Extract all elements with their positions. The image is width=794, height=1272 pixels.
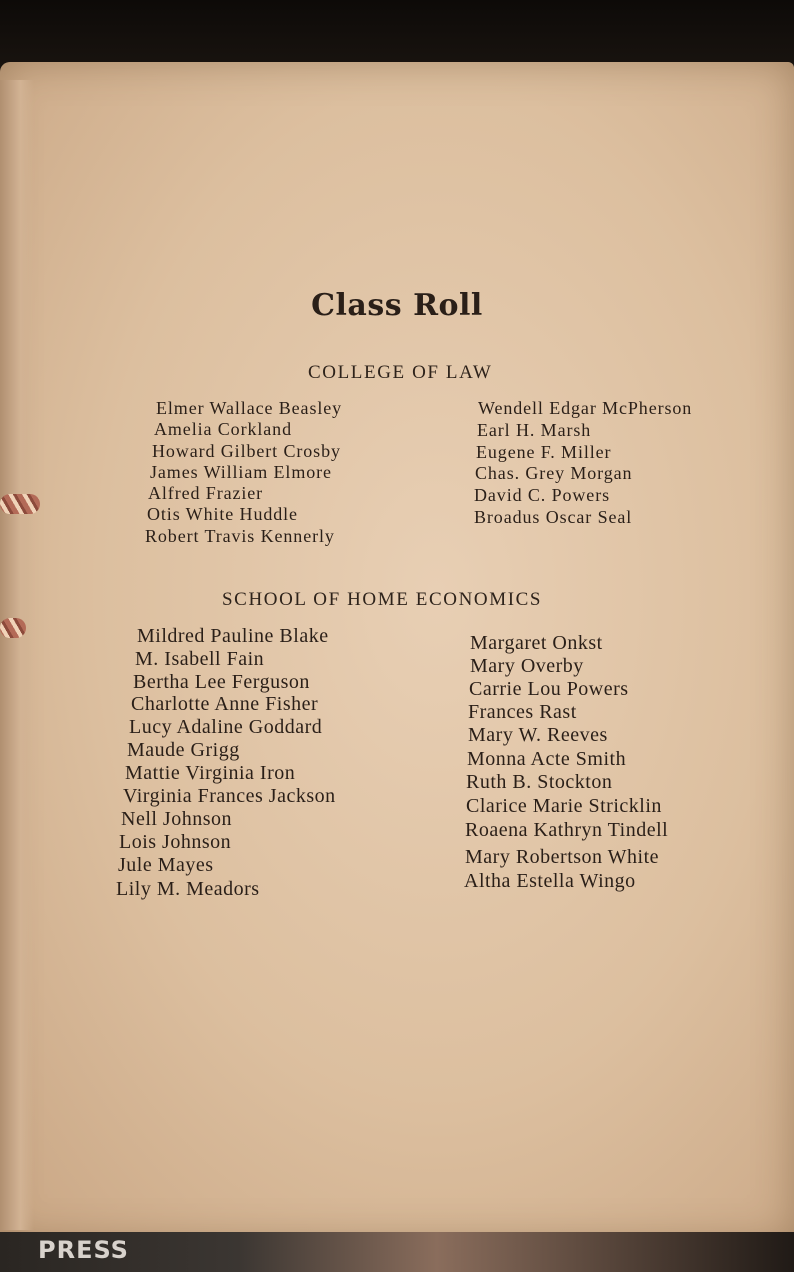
- page-edge: [0, 80, 34, 1230]
- list-item: Mary Overby: [470, 655, 584, 677]
- bottom-strip-label: PRESS: [38, 1236, 129, 1264]
- list-item: Altha Estella Wingo: [464, 870, 636, 892]
- list-item: Clarice Marie Stricklin: [466, 795, 662, 817]
- list-item: M. Isabell Fain: [135, 648, 265, 670]
- list-item: Lois Johnson: [119, 831, 232, 853]
- page-title: Class Roll: [311, 288, 483, 323]
- list-item: Maude Grigg: [127, 739, 240, 761]
- binding-cord-icon: [0, 494, 40, 514]
- list-item: Jule Mayes: [118, 854, 214, 876]
- list-item: Mary Robertson White: [465, 846, 660, 868]
- list-item: Chas. Grey Morgan: [475, 463, 633, 483]
- list-item: Margaret Onkst: [470, 632, 603, 654]
- list-item: Nell Johnson: [121, 808, 232, 830]
- list-item: Amelia Corkland: [154, 419, 292, 439]
- binding-cord-icon: [0, 618, 26, 638]
- list-item: Virginia Frances Jackson: [123, 785, 336, 807]
- list-item: Otis White Huddle: [147, 504, 298, 524]
- list-item: Monna Acte Smith: [467, 748, 627, 770]
- page: [0, 62, 794, 1242]
- list-item: Bertha Lee Ferguson: [133, 671, 310, 693]
- list-item: Mildred Pauline Blake: [137, 625, 329, 647]
- list-item: Mary W. Reeves: [468, 724, 608, 746]
- list-item: Eugene F. Miller: [476, 442, 612, 462]
- list-item: Lucy Adaline Goddard: [129, 716, 323, 738]
- list-item: Howard Gilbert Crosby: [152, 441, 341, 461]
- list-item: Charlotte Anne Fisher: [131, 693, 319, 715]
- list-item: David C. Powers: [474, 485, 610, 505]
- list-item: Roaena Kathryn Tindell: [465, 819, 669, 841]
- list-item: Robert Travis Kennerly: [145, 526, 335, 546]
- list-item: Frances Rast: [468, 701, 577, 723]
- list-item: Alfred Frazier: [148, 483, 264, 503]
- list-item: Ruth B. Stockton: [466, 771, 613, 793]
- list-item: Elmer Wallace Beasley: [156, 398, 343, 418]
- list-item: Wendell Edgar McPherson: [478, 398, 693, 418]
- list-item: Lily M. Meadors: [116, 878, 260, 900]
- list-item: Mattie Virginia Iron: [125, 762, 296, 784]
- section-heading: COLLEGE OF LAW: [308, 362, 493, 383]
- list-item: James William Elmore: [150, 462, 332, 482]
- section-heading: SCHOOL OF HOME ECONOMICS: [222, 589, 543, 610]
- list-item: Carrie Lou Powers: [469, 678, 629, 700]
- list-item: Earl H. Marsh: [477, 420, 592, 440]
- list-item: Broadus Oscar Seal: [474, 507, 633, 527]
